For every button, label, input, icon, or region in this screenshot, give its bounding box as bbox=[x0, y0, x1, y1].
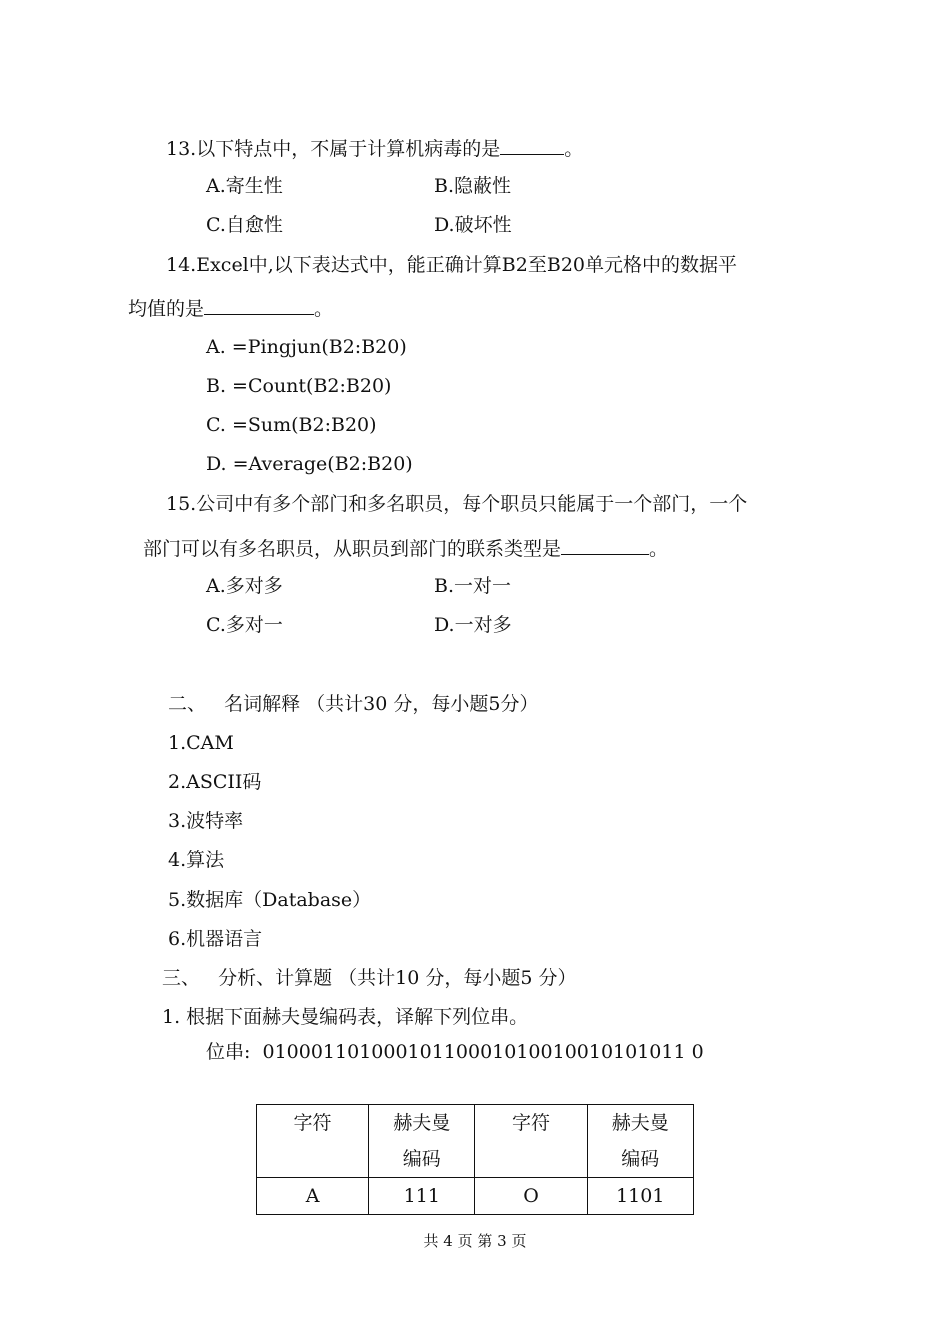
q14-stem-line1: 14.Excel中,以下表达式中，能正确计算B2至B20单元格中的数据平 bbox=[166, 254, 737, 276]
section3-heading: 三、 分析、计算题 （共计10 分，每小题5 分） bbox=[162, 967, 577, 989]
q13-blank bbox=[500, 134, 564, 155]
page-footer: 共 4 页 第 3 页 bbox=[423, 1232, 527, 1250]
table-header-row bbox=[257, 1105, 694, 1178]
q15-option-d: D.一对多 bbox=[434, 614, 512, 636]
section2-item-6: 6.机器语言 bbox=[168, 928, 263, 950]
q14-option-a: A. =Pingjun(B2:B20) bbox=[206, 336, 407, 358]
section2-heading: 二、 名词解释 （共计30 分，每小题5分） bbox=[168, 693, 539, 715]
q13-option-c: C.自愈性 bbox=[206, 214, 283, 236]
q13-option-d: D.破坏性 bbox=[434, 214, 512, 236]
table-header-cell: 字符 bbox=[257, 1105, 369, 1178]
q15-stem-line1: 15.公司中有多个部门和多名职员，每个职员只能属于一个部门，一个 bbox=[166, 493, 748, 515]
section2-item-1: 1.CAM bbox=[168, 732, 234, 754]
q14-blank bbox=[204, 294, 314, 315]
q13-option-a: A.寄生性 bbox=[206, 175, 283, 197]
table-cell: O bbox=[475, 1178, 587, 1215]
section2-item-2: 2.ASCII码 bbox=[168, 771, 262, 793]
q13-option-b: B.隐蔽性 bbox=[434, 175, 512, 197]
section2-item-5: 5.数据库（Database） bbox=[168, 889, 372, 911]
table-cell: A bbox=[257, 1178, 369, 1215]
q14-option-b: B. =Count(B2:B20) bbox=[206, 375, 392, 397]
q15-option-b: B.一对一 bbox=[434, 575, 512, 597]
table-cell: 1101 bbox=[587, 1178, 693, 1215]
section3-q1: 1. 根据下面赫夫曼编码表，译解下列位串。 bbox=[162, 1006, 529, 1028]
q14-option-c: C. =Sum(B2:B20) bbox=[206, 414, 377, 436]
bitstring: 位串: 01000110100010110001010010010101011 0 bbox=[206, 1041, 704, 1063]
table-header-cell: 赫夫曼 编码 bbox=[369, 1105, 475, 1178]
table-header-cell: 赫夫曼 编码 bbox=[587, 1105, 693, 1178]
section2-item-3: 3.波特率 bbox=[168, 810, 244, 832]
q15-stem-line2: 部门可以有多名职员，从职员到部门的联系类型是 。 bbox=[143, 534, 668, 562]
table-cell: 111 bbox=[369, 1178, 475, 1215]
table-row bbox=[257, 1178, 694, 1215]
q15-option-a: A.多对多 bbox=[206, 575, 283, 597]
huffman-table bbox=[256, 1104, 694, 1215]
q14-option-d: D. =Average(B2:B20) bbox=[206, 453, 413, 475]
q14-stem-line2: 均值的是 。 bbox=[128, 294, 333, 322]
q15-blank bbox=[561, 534, 649, 555]
table-header-cell: 字符 bbox=[475, 1105, 587, 1178]
section2-item-4: 4.算法 bbox=[168, 849, 225, 871]
q13-stem: 13.以下特点中，不属于计算机病毒的是 。 bbox=[166, 134, 583, 162]
q15-option-c: C.多对一 bbox=[206, 614, 283, 636]
